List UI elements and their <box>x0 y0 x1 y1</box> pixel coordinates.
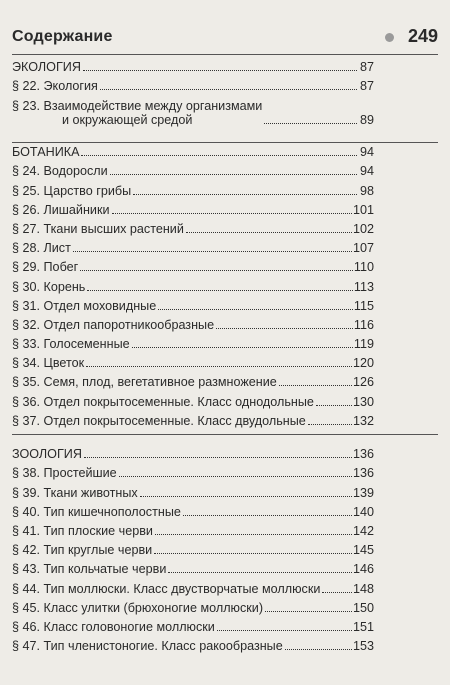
dot-leader <box>100 89 357 90</box>
dot-leader <box>132 347 353 348</box>
toc-entry <box>12 93 374 127</box>
toc-page-number: 148 <box>352 581 374 596</box>
dot-leader <box>168 572 352 573</box>
toc-page-number: 132 <box>352 413 374 428</box>
toc-page-number: 139 <box>352 485 374 500</box>
dot-leader <box>119 476 352 477</box>
dot-leader <box>110 174 357 175</box>
dot-leader <box>216 328 353 329</box>
toc-entry-title: § 32. Отдел папоротникообразные <box>12 317 215 332</box>
dot-leader <box>183 515 352 516</box>
dot-leader <box>155 534 352 535</box>
toc-page-number: 98 <box>359 183 374 198</box>
dot-leader <box>112 213 352 214</box>
dot-leader <box>154 553 352 554</box>
toc-page-number: 126 <box>352 375 374 390</box>
toc-page-number: 87 <box>359 79 374 94</box>
page-title: Содержание <box>12 28 113 45</box>
dot-leader <box>140 496 352 497</box>
dot-leader <box>265 611 352 612</box>
toc-entry-title: § 24. Водоросли <box>12 164 108 179</box>
dot-leader <box>73 251 352 252</box>
toc-entry-title: БОТАНИКА <box>12 145 80 160</box>
dot-leader <box>84 457 352 458</box>
toc-page-number: 94 <box>359 145 374 160</box>
toc-entry <box>12 500 374 519</box>
toc-page-number: 140 <box>352 504 374 519</box>
toc-page-number: 87 <box>359 60 374 75</box>
toc-entry <box>12 332 374 351</box>
page-header <box>12 26 438 50</box>
toc-entry-title-line2: и окружающей средой <box>62 113 193 128</box>
toc-entry-title: § 22. Экология <box>12 79 98 94</box>
toc-section-botany <box>12 140 374 428</box>
dot-leader <box>87 290 353 291</box>
toc-entry-title: ЗООЛОГИЯ <box>12 447 82 462</box>
dot-leader <box>80 270 353 271</box>
bullet-dot-icon <box>385 33 394 42</box>
toc-entry <box>12 217 374 236</box>
section-divider <box>12 434 438 435</box>
toc-section-heading <box>12 442 374 461</box>
toc-entry-title: § 40. Тип кишечнополостные <box>12 504 181 519</box>
toc-entry <box>12 538 374 557</box>
toc-page-number: 102 <box>352 221 374 236</box>
dot-leader <box>217 630 352 631</box>
toc-page-number: 153 <box>352 639 374 654</box>
dot-leader <box>322 592 352 593</box>
toc-page-number: 110 <box>353 260 374 275</box>
toc-entry <box>12 576 374 595</box>
toc-page-number: 115 <box>353 298 374 313</box>
toc-entry-title: § 27. Ткани высших растений <box>12 221 184 236</box>
toc-entry-title: § 33. Голосеменные <box>12 337 130 352</box>
toc-page-number: 130 <box>352 394 374 409</box>
toc-page-number: 94 <box>359 164 374 179</box>
toc-entry-title: § 42. Тип круглые черви <box>12 543 153 558</box>
toc-entry <box>12 178 374 197</box>
toc-page-number: 136 <box>352 466 374 481</box>
toc-page-number: 145 <box>352 543 374 558</box>
toc-entry-title: § 43. Тип кольчатые черви <box>12 562 167 577</box>
toc-entry-title: § 36. Отдел покрытосеменные. Класс однодольные <box>12 394 314 409</box>
toc-page-number: 142 <box>352 523 374 538</box>
toc-entry <box>12 519 374 538</box>
dot-leader <box>316 405 352 406</box>
toc-entry-title: § 44. Тип моллюски. Класс двустворчатые моллюски <box>12 581 321 596</box>
toc-section-heading <box>12 140 374 159</box>
toc-entry <box>12 198 374 217</box>
dot-leader <box>86 366 352 367</box>
dot-leader <box>308 424 352 425</box>
toc-entry <box>12 370 374 389</box>
toc-entry <box>12 461 374 480</box>
toc-entry-title: § 47. Тип членистоногие. Класс ракообразные <box>12 639 283 654</box>
toc-entry <box>12 74 374 93</box>
toc-entry-title: § 30. Корень <box>12 279 86 294</box>
toc-entry-title: § 31. Отдел моховидные <box>12 298 157 313</box>
dot-leader <box>81 155 357 156</box>
toc-page-number: 136 <box>352 447 374 462</box>
toc-page-number: 101 <box>352 202 374 217</box>
toc-entry <box>12 255 374 274</box>
toc-entry-title: § 28. Лист <box>12 241 71 256</box>
toc-entry-title: § 35. Семя, плод, вегетативное размножение <box>12 375 277 390</box>
toc-page-number: 107 <box>352 241 374 256</box>
toc-page-number: 119 <box>353 337 374 352</box>
dot-leader <box>279 385 352 386</box>
toc-entry-title: § 29. Побег <box>12 260 79 275</box>
toc-section-zoology <box>12 442 374 653</box>
toc-entry-title: § 25. Царство грибы <box>12 183 132 198</box>
toc-page-number: 89 <box>359 113 374 128</box>
toc-entry-title: § 41. Тип плоские черви <box>12 523 153 538</box>
page-number: 249 <box>407 26 438 46</box>
toc-page-number: 151 <box>352 619 374 634</box>
toc-section-ecology <box>12 55 374 127</box>
toc-entry <box>12 313 374 332</box>
toc-page-number: 146 <box>352 562 374 577</box>
toc-entry-title: § 45. Класс улитки (брюхоногие моллюски) <box>12 600 264 615</box>
toc-page-number: 120 <box>352 356 374 371</box>
dot-leader <box>133 194 357 195</box>
toc-entry-title: § 38. Простейшие <box>12 466 117 481</box>
toc-entry <box>12 615 374 634</box>
toc-entry <box>12 480 374 499</box>
toc-entry-title <box>12 99 262 127</box>
toc-entry-title: ЭКОЛОГИЯ <box>12 60 81 75</box>
toc-entry <box>12 409 374 428</box>
toc-entry <box>12 596 374 615</box>
toc-entry-title: § 26. Лишайники <box>12 202 110 217</box>
toc-page-number: 113 <box>353 279 374 294</box>
toc-entry-title: § 37. Отдел покрытосеменные. Класс двудольные <box>12 413 306 428</box>
toc-entry-title: § 34. Цветок <box>12 356 85 371</box>
dot-leader <box>83 70 357 71</box>
toc-page-number: 150 <box>352 600 374 615</box>
toc-entry <box>12 274 374 293</box>
dot-leader <box>158 309 353 310</box>
toc-entry <box>12 634 374 653</box>
toc-section-heading <box>12 55 374 74</box>
toc-entry-title-line1: § 23. Взаимодействие между организмами <box>12 99 263 114</box>
toc-entry-title: § 39. Ткани животных <box>12 485 138 500</box>
toc-entry <box>12 159 374 178</box>
toc-entry <box>12 236 374 255</box>
toc-page-number: 116 <box>353 317 374 332</box>
toc-entry-title: § 46. Класс головоногие моллюски <box>12 619 215 634</box>
toc-entry <box>12 389 374 408</box>
dot-leader <box>264 123 357 124</box>
toc-entry <box>12 557 374 576</box>
toc-entry <box>12 351 374 370</box>
dot-leader <box>285 649 352 650</box>
dot-leader <box>186 232 352 233</box>
toc-entry <box>12 294 374 313</box>
